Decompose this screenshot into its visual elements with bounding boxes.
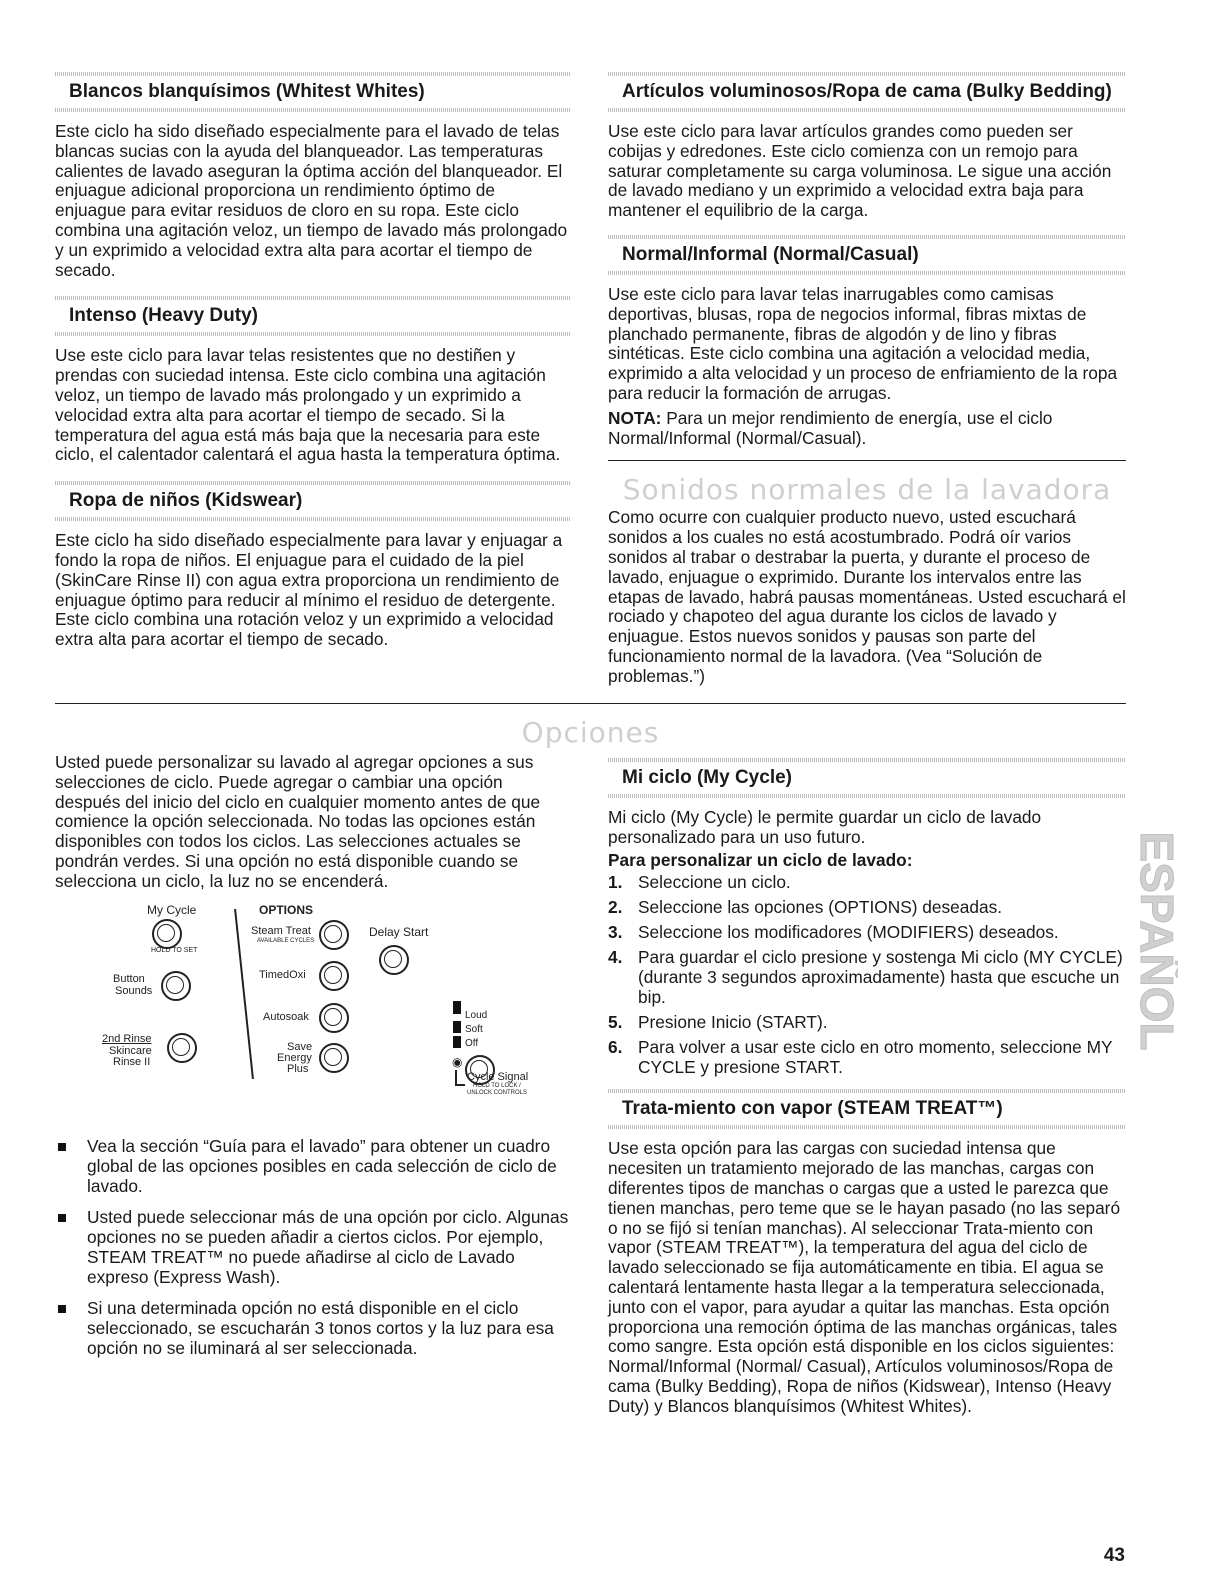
note-text: Para un mejor rendimiento de energía, use el ciclo Normal/Informal (Normal/Casual). [608, 407, 1053, 448]
section-heading [55, 76, 570, 108]
side-tab-text: ESPAÑOL [1130, 831, 1178, 1051]
steam-treat-button[interactable] [319, 920, 349, 950]
button-sounds-label: Button [113, 973, 145, 985]
list-item [55, 1207, 570, 1287]
unlock-controls-label: UNLOCK CONTROLS [467, 1090, 528, 1096]
language-tab-graphic [1128, 816, 1178, 1066]
step-text: Seleccione las opciones (OPTIONS) deseadas. [638, 897, 1003, 918]
save-energy-label: Save [287, 1041, 313, 1053]
save-energy-label: Plus [287, 1063, 309, 1075]
skincare-label: Skincare [109, 1045, 152, 1057]
note-label: NOTA: [608, 407, 662, 428]
divider [55, 108, 570, 112]
section-heading [608, 76, 1126, 108]
timed-oxi-label: TimedOxi [259, 969, 306, 981]
list-item-text: Si una determinada opción no está disponible en el ciclo seleccionado, se escucharán 3 tonos cortos y la luz para esa opción no se iluminará al ser seleccionada. [87, 1298, 554, 1358]
options-label: OPTIONS [259, 903, 314, 917]
button-sounds-label: Sounds [115, 985, 153, 997]
step-item [608, 897, 1126, 917]
section-title: Blancos blanquísimos (Whitest Whites) [69, 81, 425, 102]
list-item-text: Usted puede seleccionar más de una opción por ciclo. Algunas opciones no se pueden añadir a ciertos ciclos. Por ejemplo, STEAM TREAT™ no puede añadirse al ciclo de Lavado expreso (Express Wash). [87, 1207, 569, 1287]
divider [608, 460, 1126, 461]
step-text: Presione Inicio (START). [638, 1012, 828, 1033]
my-cycle-label: My Cycle [147, 903, 197, 917]
second-rinse-label: 2nd Rinse [102, 1033, 152, 1045]
bullet-icon [58, 1143, 66, 1151]
right-top-column [608, 72, 1126, 687]
rinse-ii-label: Rinse II [113, 1056, 151, 1068]
section-body: Mi ciclo (My Cycle) le permite guardar un ciclo de lavado personalizado para un uso futuro. [608, 807, 1042, 847]
section-body: Use este ciclo para lavar telas resistentes que no destiñen y prendas con suciedad intensa. Este ciclo combina una agitación veloz, un tiempo de lavado más prolongado y un exprimido a velocidad extra alta para acortar el tiempo de secado. Si la temperatura del agua está más baja que la necesaria para este ciclo, el calentador calentará el agua hasta la temperatura óptima. [55, 345, 561, 465]
section-title: Normal/Informal (Normal/Casual) [622, 243, 919, 265]
step-item [608, 922, 1126, 942]
section-heading [55, 485, 570, 517]
list-item [55, 1298, 570, 1358]
options-left-column [55, 753, 570, 892]
step-text: Seleccione los modificadores (MODIFIERS) deseados. [638, 922, 1059, 943]
section-heading [608, 239, 1126, 271]
delay-start-label: Delay Start [369, 925, 429, 939]
cycle-signal-bracket [455, 1070, 465, 1086]
step-item [608, 1012, 1126, 1032]
section-heading [608, 762, 1126, 794]
hold-to-lock-label: HOLD TO LOCK / [473, 1083, 521, 1089]
autosoak-button[interactable] [319, 1003, 349, 1033]
divider [55, 332, 570, 336]
sounds-body: Como ocurre con cualquier producto nuevo, usted escuchará sonidos a los cuales no está acostumbrado. Podrá oír varios sonidos al trabar o destrabar la puerta, y durante el proceso de lavado, enjuague o exprimido. Durante los intervalos entre las etapas de lavado, habrá pausas momentáneas. Usted escuchará el rociado y chapoteo del agua durante los ciclos de lavado y enjuague. Estos nuevos sonidos y pausas son parte del funcionamiento normal de la lavadora. (Vea “Solución de problemas.”) [608, 507, 1126, 686]
section-body: Use este ciclo para lavar artículos grandes como pueden ser cobijas y edredones. Este ciclo comienza con un remojo para saturar completamente su carga voluminosa. Le sigue una acción de lavado mediano y un exprimido a velocidad extra baja para mantener el equilibrio de la carga. [608, 121, 1112, 221]
sounds-title: Sonidos normales de la lavadora [622, 473, 1112, 507]
divider [608, 794, 1126, 798]
steps-subheading: Para personalizar un ciclo de lavado: [608, 849, 913, 870]
divider [608, 271, 1126, 275]
control-panel-illustration [75, 897, 555, 1127]
options-right-column [608, 758, 1126, 1417]
hold-to-set-label: HOLD TO SET [151, 947, 198, 954]
step-text: Para volver a usar este ciclo en otro momento, seleccione MY CYCLE y presione START. [638, 1037, 1113, 1078]
section-body: Este ciclo ha sido diseñado especialmente para el lavado de telas blancas sucias con la ayuda del blanqueador. Las temperaturas calientes de lavado aseguran la óptima acción del blanqueador. El enjuague adicional proporciona un rendimiento óptimo de enjuague para evitar residuos de cloro en su ropa. Este ciclo combina una agitación veloz, un tiempo de lavado más prolongado y un exprimido a velocidad extra alta para acortar el tiempo de secado. [55, 121, 568, 280]
language-side-tab [1128, 816, 1178, 1066]
step-item [608, 872, 1126, 892]
divider [55, 703, 1126, 704]
bullet-icon [58, 1305, 66, 1313]
steps-list [608, 872, 1126, 1077]
step-number: 4. [608, 947, 623, 968]
cycle-signal-level-soft [453, 1021, 461, 1033]
save-energy-button[interactable] [319, 1043, 349, 1073]
cycle-signal-level-loud [453, 1001, 461, 1014]
step-number: 6. [608, 1037, 623, 1058]
save-energy-label: Energy [277, 1052, 312, 1064]
step-number: 3. [608, 922, 623, 943]
soft-label: Soft [465, 1024, 483, 1035]
autosoak-label: Autosoak [263, 1011, 309, 1023]
step-item [608, 1037, 1126, 1077]
lock-icon: ◉ [452, 1055, 463, 1069]
steam-treat-label: Steam Treat [251, 925, 311, 937]
section-heading [55, 300, 570, 332]
button-sounds-button[interactable] [161, 971, 191, 1001]
options-title: Opciones [521, 716, 660, 749]
step-text: Para guardar el ciclo presione y sostenga Mi ciclo (MY CYCLE) (durante 3 segundos aproximadamente) hasta que escuche un bip. [638, 947, 1123, 1008]
options-bullets [55, 1136, 570, 1369]
step-text: Seleccione un ciclo. [638, 872, 791, 893]
list-item [55, 1136, 570, 1196]
options-intro: Usted puede personalizar su lavado al agregar opciones a sus selecciones de ciclo. Puede agregar o cambiar una opción después del inicio del ciclo en cualquier momento antes de que comience la opción seleccionada. No todas las opciones están disponibles con todos los ciclos. Las selecciones actuales se pondrán verdes. Si una opción no está disponible cuando se selecciona un ciclo, la luz no se encenderá. [55, 752, 541, 891]
section-title: Ropa de niños (Kidswear) [69, 490, 303, 512]
section-title: Artículos voluminosos/Ropa de cama (Bulky Bedding) [622, 81, 1112, 102]
loud-label: Loud [465, 1010, 488, 1021]
page-number: 43 [1103, 1545, 1125, 1566]
timed-oxi-button[interactable] [319, 961, 349, 991]
my-cycle-button[interactable] [152, 919, 182, 949]
note [608, 409, 1126, 449]
step-number: 1. [608, 872, 623, 893]
available-cycles-label: AVAILABLE CYCLES [257, 938, 315, 944]
step-number: 5. [608, 1012, 623, 1033]
section-body: Use esta opción para las cargas con suciedad intensa que necesiten un tratamiento mejorado de las manchas, cargas con diferentes tipos de manchas o cargas que a usted le parezca que tienen manchas, pero teme que se le hayan pasado (no las separó o no se fijó si tenían manchas). Al seleccionar Trata-miento con vapor (STEAM TREAT™), la temperatura del agua del ciclo de lavado seleccionado se fija automáticamente en tibia. El agua se calentará lentamente hasta llegar a la temperatura seleccionada, junto con el vapor, para ayudar a quitar las manchas. Esta opción proporciona una remoción óptima de las manchas orgánicas, tales como sangre. Esta opción está disponible en los ciclos siguientes: Normal/Informal (Normal/ Casual), Artículos voluminosos/Ropa de cama (Bulky Bedding), Ropa de niños (Kidswear), Intenso (Heavy Duty) y Blancos blanquísimos (Whitest Whites). [608, 1138, 1121, 1416]
section-body: Use este ciclo para lavar telas inarrugables como camisas deportivas, blusas, ropa de negocios informal, fibras mixtas de planchado permanente, fibras de algodón y de lino y fibras sintéticas. Este ciclo combina una agitación a velocidad media, exprimido a alta velocidad y un proceso de enfriamiento de la ropa para reducir la formación de arrugas. [608, 283, 1118, 403]
section-title: Intenso (Heavy Duty) [69, 305, 258, 327]
delay-start-button[interactable] [379, 945, 409, 975]
section-title: Mi ciclo (My Cycle) [622, 767, 792, 788]
step-number: 2. [608, 897, 623, 918]
section-body: Este ciclo ha sido diseñado especialmente para lavar y enjuagar a fondo la ropa de niños. El enjuague para el cuidado de la piel (SkinCare Rinse II) con agua extra proporciona un rendimiento de enjuague óptimo para reducir al mínimo el residuo de detergente. Este ciclo combina una rotación veloz y un exprimido a velocidad extra alta para acortar el tiempo de secado. [55, 530, 563, 650]
off-label: Off [465, 1038, 479, 1049]
divider [608, 108, 1126, 112]
section-title: Trata-miento con vapor (STEAM TREAT™) [622, 1098, 1003, 1120]
cycle-signal-label: Cycle Signal [467, 1071, 529, 1083]
divider [55, 517, 570, 521]
section-heading [608, 1093, 1126, 1125]
second-rinse-button[interactable] [167, 1033, 197, 1063]
divider [608, 1125, 1126, 1129]
bullet-icon [58, 1214, 66, 1222]
left-top-column [55, 72, 570, 650]
list-item-text: Vea la sección “Guía para el lavado” para obtener un cuadro global de las opciones posibles en cada selección de ciclo de lavado. [87, 1136, 557, 1196]
cycle-signal-level-off [453, 1036, 461, 1048]
step-item [608, 947, 1126, 1007]
